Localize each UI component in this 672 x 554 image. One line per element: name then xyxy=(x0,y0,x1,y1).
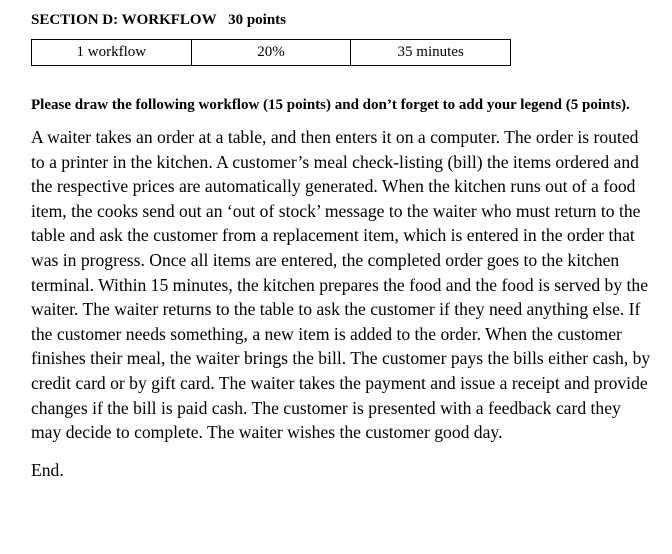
exam-page xyxy=(31,10,651,482)
weight-cell: 20% xyxy=(191,40,351,66)
section-info-table xyxy=(31,39,511,66)
section-heading xyxy=(31,10,651,30)
section-title: SECTION D: WORKFLOW xyxy=(31,12,217,28)
info-table-row xyxy=(32,40,511,66)
workflow-count-cell: 1 workflow xyxy=(32,40,192,66)
section-points: 30 points xyxy=(228,12,286,28)
scenario-paragraph: A waiter takes an order at a table, and then enters it on a computer. The order is routed to a printer in the kitchen. A customer’s meal check-listing (bill) the items ordered and the respective prices are automatically generated. When the kitchen runs out of a food item, the cooks send out an ‘out of stock’ message to the waiter who must return to the table and ask the customer from a replacement item, which is entered in the order that was in progress. Once all items are entered, the completed order goes to the kitchen terminal. Within 15 minutes, the kitchen prepares the food and the food is served by the waiter. The waiter returns to the table to ask the customer if they need anything else. If the customer needs something, a new item is added to the order. When the customer finishes their meal, the waiter brings the bill. The customer pays the bills either cash, by credit card or by gift card. The waiter takes the payment and issue a receipt and provide changes if the bill is paid cash. The customer is presented with a feedback card they may decide to complete. The waiter wishes the customer good day. xyxy=(31,127,651,443)
end-text: End. xyxy=(31,459,64,480)
time-cell: 35 minutes xyxy=(351,40,511,66)
instruction-text: Please draw the following workflow (15 points) and don’t forget to add your legend (5 points). xyxy=(31,97,630,113)
